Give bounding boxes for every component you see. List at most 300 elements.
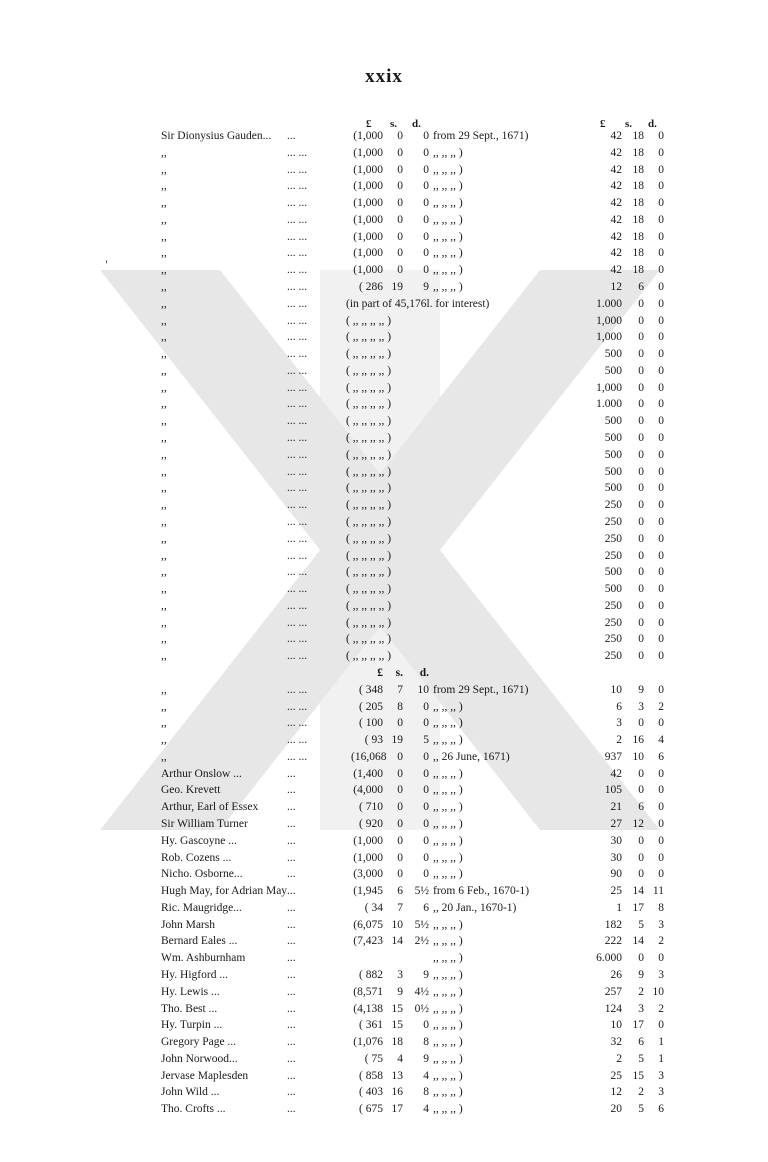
principal-shillings: 6 [397, 885, 403, 898]
table-row [0, 749, 768, 766]
leader-dots: ... ... [287, 247, 308, 260]
interest-pence: 0 [658, 432, 664, 445]
interest-shillings: 6 [638, 1036, 644, 1049]
interest-pence: 0 [658, 583, 664, 596]
principal-pence: 0 [423, 197, 429, 210]
interest-pence: 0 [658, 130, 664, 142]
interest-pence: 0 [658, 566, 664, 579]
interest-shillings: 0 [638, 432, 644, 445]
header-interest-pounds: £ [600, 118, 606, 130]
principal-pence: 0 [423, 767, 429, 780]
principal-pence: 9 [423, 969, 429, 981]
leader-dots: ... [287, 952, 296, 965]
table-row [0, 917, 768, 934]
principal-shillings: 0 [397, 146, 403, 159]
entry-name: ,, [161, 432, 167, 445]
table-row [0, 866, 768, 883]
principal-pounds: (8,571 [353, 985, 383, 998]
interest-shillings: 16 [632, 734, 644, 747]
interest-shillings: 5 [638, 1103, 644, 1116]
table-row [0, 1084, 768, 1101]
table-row [0, 380, 768, 397]
interest-from-date: ,, ,, ,, ) [433, 969, 463, 981]
interest-from-date: ,, ,, ,, ) [433, 1019, 463, 1032]
entry-name: Hy. Turpin ... [161, 1019, 223, 1032]
principal-note: ( ,, ,, ,, ,, ) [346, 381, 392, 394]
interest-pence: 3 [658, 969, 664, 981]
leader-dots: ... [287, 918, 296, 931]
interest-from-date: ,, ,, ,, ) [433, 197, 463, 210]
principal-note: ( ,, ,, ,, ,, ) [346, 364, 392, 377]
principal-pounds: ( 361 [359, 1019, 383, 1032]
leader-dots: ... ... [287, 650, 308, 663]
interest-pence: 0 [658, 213, 664, 226]
interest-pounds: 500 [604, 566, 622, 579]
table-row [0, 548, 768, 565]
leader-dots: ... [287, 130, 296, 142]
interest-pounds: 20 [610, 1103, 622, 1116]
entry-name: ,, [161, 700, 167, 713]
interest-shillings: 0 [638, 398, 644, 411]
leader-dots: ... [287, 1002, 296, 1015]
principal-pounds: (7,423 [353, 935, 383, 948]
interest-pounds: 3 [616, 717, 622, 730]
entry-name: ,, [161, 247, 167, 260]
table-row [0, 883, 768, 900]
interest-pence: 3 [658, 1069, 664, 1082]
entry-name: ,, [161, 163, 167, 176]
principal-pounds: ( 205 [359, 700, 383, 713]
table-row [0, 1017, 768, 1034]
interest-shillings: 0 [638, 515, 644, 528]
leader-dots: ... [287, 868, 296, 881]
interest-from-date: ,, ,, ,, ) [433, 767, 463, 780]
interest-shillings: 9 [638, 683, 644, 696]
interest-pounds: 105 [604, 784, 622, 797]
entry-name: Tho. Crofts ... [161, 1103, 226, 1116]
principal-note: ( ,, ,, ,, ,, ) [346, 532, 392, 545]
principal-note: ( ,, ,, ,, ,, ) [346, 549, 392, 562]
table-row [0, 329, 768, 346]
table-row [0, 279, 768, 296]
table-row [0, 464, 768, 481]
principal-note: ( ,, ,, ,, ,, ) [346, 482, 392, 495]
principal-note: ( ,, ,, ,, ,, ) [346, 633, 392, 646]
entry-name: ,, [161, 734, 167, 747]
principal-pence: 0 [423, 750, 429, 763]
entry-name: John Norwood... [161, 1052, 238, 1065]
table-row [0, 564, 768, 581]
entry-name: ,, [161, 683, 167, 696]
principal-shillings: 0 [397, 264, 403, 277]
interest-pence: 0 [658, 1019, 664, 1032]
entry-name: ,, [161, 599, 167, 612]
sub-header-pounds: £ [377, 666, 383, 679]
table-row [0, 967, 768, 984]
interest-pounds: 182 [604, 918, 622, 931]
interest-pounds: 27 [610, 817, 622, 830]
interest-pence: 0 [658, 851, 664, 864]
interest-pounds: 6 [616, 700, 622, 713]
interest-from-date: ,, ,, ,, ) [433, 952, 463, 965]
interest-pounds: 26 [610, 969, 622, 981]
leader-dots: ... [287, 969, 296, 981]
interest-shillings: 18 [632, 247, 644, 260]
principal-shillings: 8 [397, 700, 403, 713]
leader-dots: ... ... [287, 281, 308, 294]
interest-pence: 0 [658, 616, 664, 629]
table-row [0, 732, 768, 749]
interest-pounds: 42 [610, 180, 622, 193]
entry-name: ,, [161, 583, 167, 596]
principal-shillings: 17 [391, 1103, 403, 1116]
leader-dots: ... ... [287, 750, 308, 763]
interest-pence: 0 [658, 599, 664, 612]
leader-dots: ... ... [287, 264, 308, 277]
principal-shillings: 15 [391, 1002, 403, 1015]
interest-from-date: ,, ,, ,, ) [433, 717, 463, 730]
principal-pounds: (6,075 [353, 918, 383, 931]
leader-dots: ... ... [287, 499, 308, 512]
interest-pounds: 12 [610, 281, 622, 294]
principal-pounds: ( 858 [359, 1069, 383, 1082]
entry-name: ,, [161, 348, 167, 361]
table-row [0, 648, 768, 665]
interest-pence: 0 [658, 415, 664, 428]
interest-from-date: ,, 20 Jan., 1670-1) [433, 901, 517, 914]
leader-dots: ... ... [287, 364, 308, 377]
principal-pounds: ( 75 [364, 1052, 383, 1065]
leader-dots: ... [287, 784, 296, 797]
interest-pence: 0 [658, 465, 664, 478]
leader-dots: ... ... [287, 230, 308, 243]
table-row [0, 1068, 768, 1085]
principal-note: ( ,, ,, ,, ,, ) [346, 515, 392, 528]
interest-pence: 0 [658, 717, 664, 730]
interest-pounds: 42 [610, 230, 622, 243]
leader-dots: ... ... [287, 398, 308, 411]
principal-pounds: (1,000 [353, 163, 383, 176]
interest-from-date: ,, ,, ,, ) [433, 801, 463, 814]
interest-pence: 0 [658, 180, 664, 193]
leader-dots: ... [287, 885, 296, 898]
principal-pence: 8 [423, 1086, 429, 1099]
interest-shillings: 0 [638, 566, 644, 579]
interest-pounds: 222 [604, 935, 622, 948]
interest-shillings: 12 [632, 817, 644, 830]
interest-pounds: 250 [604, 599, 622, 612]
principal-pence: 0 [423, 834, 429, 847]
principal-shillings: 10 [391, 918, 403, 931]
principal-pence: 0 [423, 146, 429, 159]
interest-pounds: 250 [604, 633, 622, 646]
principal-pounds: (1,945 [353, 885, 383, 898]
table-row [0, 195, 768, 212]
table-row [0, 581, 768, 598]
interest-pence: 10 [652, 985, 664, 998]
entry-name: ,, [161, 297, 167, 310]
table-row [0, 212, 768, 229]
interest-shillings: 6 [638, 801, 644, 814]
table-row [0, 497, 768, 514]
interest-from-date: ,, 26 June, 1671) [433, 750, 510, 763]
entry-name: Wm. Ashburnham [161, 952, 246, 965]
interest-shillings: 0 [638, 767, 644, 780]
principal-pence: 0 [423, 1019, 429, 1032]
entry-name: ,, [161, 146, 167, 159]
principal-shillings: 16 [391, 1086, 403, 1099]
principal-note: ( ,, ,, ,, ,, ) [346, 314, 392, 327]
leader-dots: ... ... [287, 146, 308, 159]
entry-name: ,, [161, 750, 167, 763]
entry-name: ,, [161, 633, 167, 646]
interest-shillings: 10 [632, 750, 644, 763]
interest-from-date: ,, ,, ,, ) [433, 1002, 463, 1015]
interest-pence: 2 [658, 935, 664, 948]
interest-pounds: 250 [604, 532, 622, 545]
principal-note: ( ,, ,, ,, ,, ) [346, 415, 392, 428]
interest-pence: 6 [658, 1103, 664, 1116]
principal-pence: 5½ [414, 885, 429, 898]
leader-dots: ... [287, 1069, 296, 1082]
principal-note: ( ,, ,, ,, ,, ) [346, 348, 392, 361]
page-number: xxix [365, 66, 403, 87]
leader-dots: ... [287, 901, 296, 914]
interest-pence: 3 [658, 918, 664, 931]
interest-pounds: 2 [616, 1052, 622, 1065]
leader-dots: ... ... [287, 465, 308, 478]
entry-name: Hy. Higford ... [161, 969, 228, 981]
interest-pence: 0 [658, 515, 664, 528]
interest-shillings: 0 [638, 851, 644, 864]
entry-name: Ric. Maugridge... [161, 901, 242, 914]
interest-pence: 0 [658, 549, 664, 562]
interest-pence: 2 [658, 700, 664, 713]
entry-name: Arthur Onslow ... [161, 767, 242, 780]
principal-shillings: 18 [391, 1036, 403, 1049]
principal-note: (in part of 45,176l. for interest) [346, 297, 490, 310]
entry-name: ,, [161, 398, 167, 411]
principal-pounds: (1,000 [353, 834, 383, 847]
entry-name: ,, [161, 717, 167, 730]
leader-dots: ... ... [287, 448, 308, 461]
leader-dots: ... ... [287, 331, 308, 344]
principal-note: ( ,, ,, ,, ,, ) [346, 599, 392, 612]
interest-pounds: 30 [610, 851, 622, 864]
principal-pence: 0 [423, 264, 429, 277]
interest-pence: 0 [658, 633, 664, 646]
interest-pence: 1 [658, 1036, 664, 1049]
interest-shillings: 5 [638, 918, 644, 931]
leader-dots: ... ... [287, 180, 308, 193]
interest-pounds: 1,000 [596, 331, 622, 344]
interest-pounds: 1 [616, 901, 622, 914]
principal-pence: 8 [423, 1036, 429, 1049]
interest-pounds: 257 [604, 985, 622, 998]
table-row [0, 162, 768, 179]
interest-pounds: 30 [610, 834, 622, 847]
leader-dots: ... ... [287, 314, 308, 327]
leader-dots: ... ... [287, 683, 308, 696]
entry-name: ,, [161, 180, 167, 193]
table-row [0, 1101, 768, 1118]
principal-pounds: (1,000 [353, 264, 383, 277]
interest-from-date: ,, ,, ,, ) [433, 700, 463, 713]
principal-pence: 0 [423, 851, 429, 864]
interest-pounds: 90 [610, 868, 622, 881]
principal-pence: 5½ [414, 918, 429, 931]
interest-pence: 0 [658, 364, 664, 377]
interest-pounds: 500 [604, 432, 622, 445]
entry-name: Arthur, Earl of Essex [161, 801, 259, 814]
interest-from-date: ,, ,, ,, ) [433, 264, 463, 277]
table-row [0, 699, 768, 716]
leader-dots: ... ... [287, 163, 308, 176]
table-row [0, 531, 768, 548]
interest-pounds: 42 [610, 146, 622, 159]
interest-shillings: 2 [638, 1086, 644, 1099]
table-row [0, 447, 768, 464]
interest-pence: 0 [658, 499, 664, 512]
interest-pence: 0 [658, 381, 664, 394]
entry-name: ,, [161, 230, 167, 243]
interest-shillings: 3 [638, 1002, 644, 1015]
leader-dots: ... ... [287, 599, 308, 612]
interest-pounds: 124 [604, 1002, 622, 1015]
interest-from-date: ,, ,, ,, ) [433, 247, 463, 260]
entry-name: ,, [161, 197, 167, 210]
table-row [0, 313, 768, 330]
interest-from-date: ,, ,, ,, ) [433, 918, 463, 931]
interest-pounds: 42 [610, 163, 622, 176]
table-row [0, 363, 768, 380]
interest-from-date: ,, ,, ,, ) [433, 784, 463, 797]
principal-pounds: (3,000 [353, 868, 383, 881]
interest-shillings: 0 [638, 717, 644, 730]
interest-pence: 0 [658, 348, 664, 361]
interest-pence: 4 [658, 734, 664, 747]
interest-pence: 0 [658, 398, 664, 411]
interest-pounds: 1.000 [596, 398, 622, 411]
interest-pounds: 500 [604, 364, 622, 377]
leader-dots: ... [287, 1052, 296, 1065]
principal-note: ( ,, ,, ,, ,, ) [346, 650, 392, 663]
interest-pence: 2 [658, 1002, 664, 1015]
principal-pence: 9 [423, 1052, 429, 1065]
entry-name: Hy. Lewis ... [161, 985, 220, 998]
entry-name: ,, [161, 482, 167, 495]
interest-shillings: 0 [638, 834, 644, 847]
entry-name: ,, [161, 448, 167, 461]
table-row [0, 816, 768, 833]
table-row [0, 128, 768, 145]
leader-dots: ... [287, 834, 296, 847]
entry-name: Hy. Gascoyne ... [161, 834, 237, 847]
principal-pounds: ( 710 [359, 801, 383, 814]
interest-shillings: 0 [638, 784, 644, 797]
interest-shillings: 0 [638, 297, 644, 310]
principal-pence: 0 [423, 247, 429, 260]
entry-name: Gregory Page ... [161, 1036, 237, 1049]
leader-dots: ... [287, 1036, 296, 1049]
entry-name: John Marsh [161, 918, 215, 931]
table-row [0, 598, 768, 615]
table-row [0, 615, 768, 632]
table-row [0, 1034, 768, 1051]
interest-shillings: 18 [632, 197, 644, 210]
principal-pence: 10 [417, 683, 429, 696]
interest-shillings: 18 [632, 146, 644, 159]
table-row [0, 245, 768, 262]
interest-shillings: 2 [638, 985, 644, 998]
principal-note: ( ,, ,, ,, ,, ) [346, 616, 392, 629]
principal-shillings: 13 [391, 1069, 403, 1082]
entry-name: ,, [161, 213, 167, 226]
interest-pence: 0 [658, 801, 664, 814]
leader-dots: ... [287, 1086, 296, 1099]
leader-dots: ... ... [287, 700, 308, 713]
principal-pence: 0 [423, 817, 429, 830]
leader-dots: ... ... [287, 482, 308, 495]
table-row [0, 430, 768, 447]
interest-pounds: 10 [610, 683, 622, 696]
entry-name: ,, [161, 281, 167, 294]
leader-dots: ... [287, 851, 296, 864]
interest-pence: 0 [658, 532, 664, 545]
principal-shillings: 0 [397, 767, 403, 780]
interest-pence: 11 [652, 885, 664, 898]
interest-from-date: ,, ,, ,, ) [433, 163, 463, 176]
interest-from-date: ,, ,, ,, ) [433, 1052, 463, 1065]
interest-pence: 0 [658, 448, 664, 461]
leader-dots: ... ... [287, 717, 308, 730]
interest-shillings: 17 [632, 901, 644, 914]
principal-pounds: ( 675 [359, 1103, 383, 1116]
interest-shillings: 0 [638, 415, 644, 428]
interest-pence: 0 [658, 482, 664, 495]
table-row [0, 480, 768, 497]
entry-name: ,, [161, 331, 167, 344]
principal-pence: 0 [423, 717, 429, 730]
leader-dots: ... ... [287, 197, 308, 210]
entry-name: ,, [161, 381, 167, 394]
table-row [0, 413, 768, 430]
principal-pence: 0 [423, 784, 429, 797]
entry-name: ,, [161, 616, 167, 629]
entry-name: ,, [161, 264, 167, 277]
leader-dots: ... [287, 817, 296, 830]
interest-pounds: 42 [610, 213, 622, 226]
interest-pounds: 500 [604, 583, 622, 596]
principal-pounds: ( 920 [359, 817, 383, 830]
leader-dots: ... [287, 767, 296, 780]
interest-shillings: 9 [638, 969, 644, 981]
principal-pence: 4 [423, 1103, 429, 1116]
interest-from-date: ,, ,, ,, ) [433, 213, 463, 226]
interest-from-date: ,, ,, ,, ) [433, 734, 463, 747]
interest-pounds: 250 [604, 515, 622, 528]
interest-shillings: 6 [638, 281, 644, 294]
principal-pence: 0½ [414, 1002, 429, 1015]
principal-pounds: ( 348 [359, 683, 383, 696]
principal-shillings: 0 [397, 247, 403, 260]
principal-pence: 0 [423, 163, 429, 176]
principal-pence: 5 [423, 734, 429, 747]
interest-shillings: 0 [638, 499, 644, 512]
principal-pence: 0 [423, 230, 429, 243]
header-principal-pence: d. [412, 118, 421, 130]
interest-shillings: 0 [638, 650, 644, 663]
